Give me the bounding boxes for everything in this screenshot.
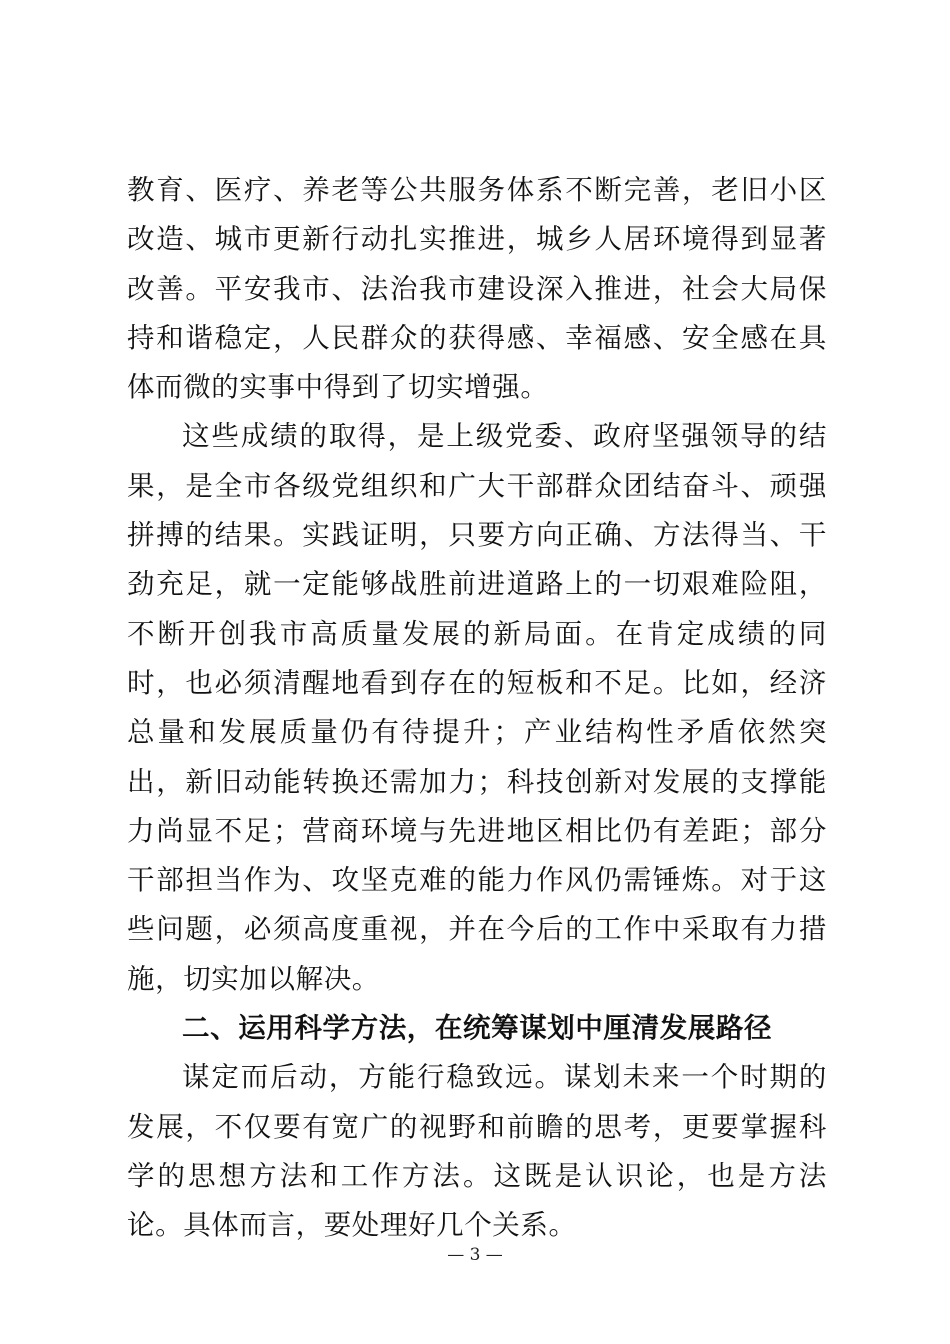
paragraph-scientific-method: 谋定而后动，方能行稳致远。谋划未来一个时期的发展，不仅要有宽广的视野和前瞻的思考，更要掌握科学的思想方法和工作方法。这既是认识论，也是方法论。具体而言，要处理好几个关系。	[127, 1061, 827, 1242]
section-heading: 二、运用科学方法，在统筹谋划中厘清发展路径	[182, 1012, 773, 1045]
paragraph-achievements: 这些成绩的取得，是上级党委、政府坚强领导的结果，是全市各级党组织和广大干部群众团结奋斗、顽强拼搏的结果。实践证明，只要方向正确、方法得当、干劲充足，就一定能够战胜前进道路上的一切艰难险阻，不断开创我市高质量发展的新局面。在肯定成绩的同时，也必须清醒地看到存在的短板和不足。比如，经济总量和发展质量仍有待提升；产业结构性矛盾依然突出，新旧动能转换还需加力；科技创新对发展的支撑能力尚显不足；营商环境与先进地区相比仍有差距；部分干部担当作为、攻坚克难的能力作风仍需锤炼。对于这些问题，必须高度重视，并在今后的工作中采取有力措施，切实加以解决。	[127, 420, 827, 995]
paragraph-continuation: 教育、医疗、养老等公共服务体系不断完善，老旧小区改造、城市更新行动扎实推进，城乡人居环境得到显著改善。平安我市、法治我市建设深入推进，社会大局保持和谐稳定，人民群众的获得感、幸福感、安全感在具体而微的实事中得到了切实增强。	[127, 174, 827, 404]
page-number: — 3 —	[447, 1245, 503, 1265]
body-text	[127, 166, 827, 1251]
